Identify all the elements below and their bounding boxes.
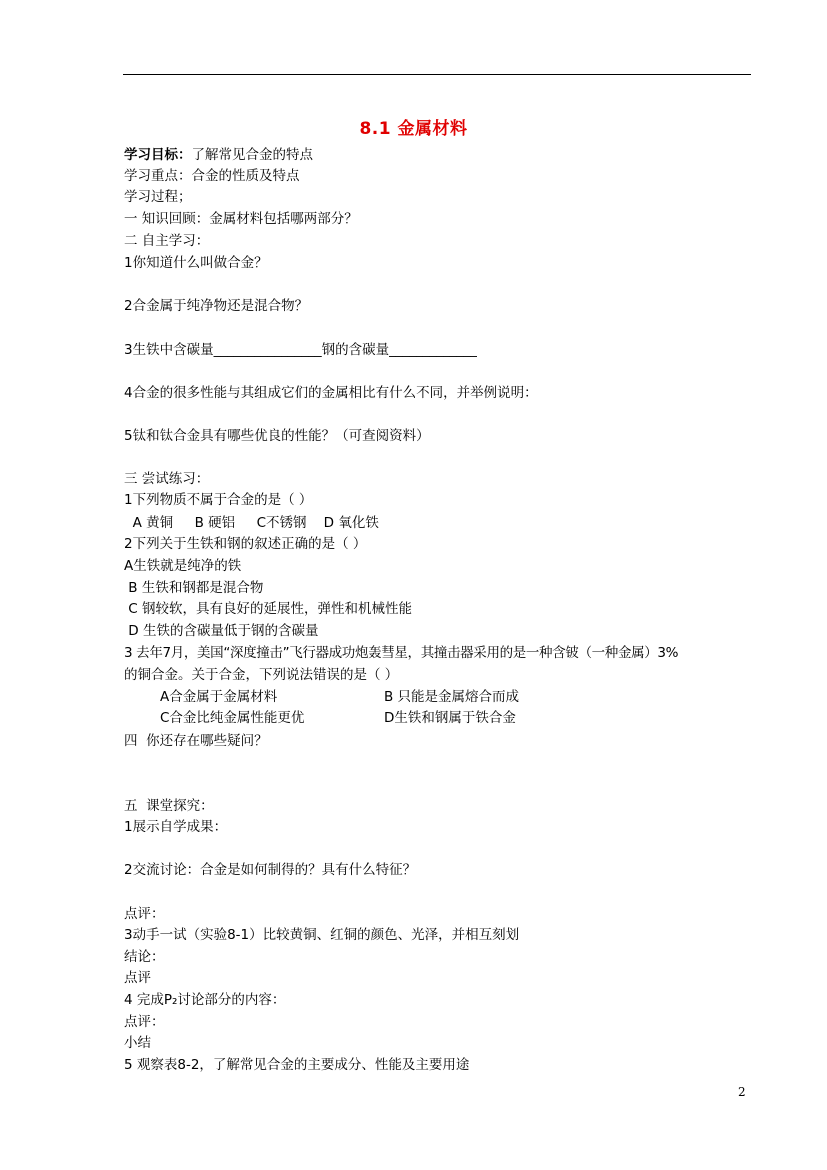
text-line: 5钛和钛合金具有哪些优良的性能？（可查阅资料）	[124, 428, 430, 444]
text-line: 点评：	[124, 906, 165, 922]
text-line: 3动手一试（实验8-1）比较黄铜、红铜的颜色、光泽，并相互刻划	[124, 927, 520, 943]
text-line: 2下列关于生铁和钢的叙述正确的是（ ）	[124, 536, 367, 552]
text-line: 3生铁中含碳量________________钢的含碳量_____________	[124, 342, 477, 358]
text-line: 3 去年7月，美国“深度撞击”飞行器成功炮轰彗星，其撞击器采用的是一种含铍（一种金属）3%	[124, 645, 679, 661]
text-line: 2交流讨论：合金是如何制得的？具有什么特征？	[124, 862, 417, 878]
option-b: B 只能是金属熔合而成	[384, 689, 520, 705]
text-line: B 生铁和钢都是混合物	[124, 580, 264, 596]
goal-line	[124, 146, 313, 164]
text-line: 1展示自学成果：	[124, 819, 228, 835]
text-line: 点评：	[124, 1014, 165, 1030]
text-line: 一 知识回顾：金属材料包括哪两部分？	[124, 211, 358, 227]
text-line: 二 自主学习：	[124, 233, 210, 249]
goal-label: 学习目标：	[124, 147, 192, 163]
text-line: C 钢较软，具有良好的延展性，弹性和机械性能	[124, 601, 413, 617]
text-line: 五 课堂探究：	[124, 798, 214, 814]
page-title: 8.1 金属材料	[359, 119, 468, 139]
text-line: A生铁就是纯净的铁	[124, 558, 242, 574]
text-line: 结论：	[124, 949, 165, 965]
text-line: A 黄铜 B 硬铝 C不锈钢 D 氧化铁	[124, 515, 379, 531]
page-number: 2	[738, 1085, 746, 1099]
text-line: 2合金属于纯净物还是混合物？	[124, 298, 309, 314]
goal-text: 了解常见合金的特点	[191, 147, 313, 163]
text-line: 1下列物质不属于合金的是（ ）	[124, 492, 313, 508]
option-c: C合金比纯金属性能更优	[160, 710, 305, 726]
text-line: D 生铁的含碳量低于钢的含碳量	[124, 623, 319, 639]
text-line: 学习重点：合金的性质及特点	[124, 168, 300, 184]
text-line: 4 完成P₂讨论部分的内容：	[124, 992, 286, 1008]
text-line: 四 你还存在哪些疑问？	[124, 733, 268, 749]
text-line: 1你知道什么叫做合金？	[124, 255, 268, 271]
header-rule	[123, 74, 751, 75]
text-line: 4合金的很多性能与其组成它们的金属相比有什么不同，并举例说明：	[124, 385, 538, 401]
text-line: 5 观察表8-2，了解常见合金的主要成分、性能及主要用途	[124, 1057, 470, 1073]
option-a: A合金属于金属材料	[160, 689, 278, 705]
text-line: 点评	[124, 970, 151, 986]
text-line: 三 尝试练习：	[124, 471, 210, 487]
text-line: 的铜合金。关于合金，下列说法错误的是（ ）	[124, 667, 399, 683]
text-line: 学习过程；	[124, 189, 192, 205]
text-line: 小结	[124, 1035, 151, 1051]
option-d: D生铁和钢属于铁合金	[384, 710, 516, 726]
